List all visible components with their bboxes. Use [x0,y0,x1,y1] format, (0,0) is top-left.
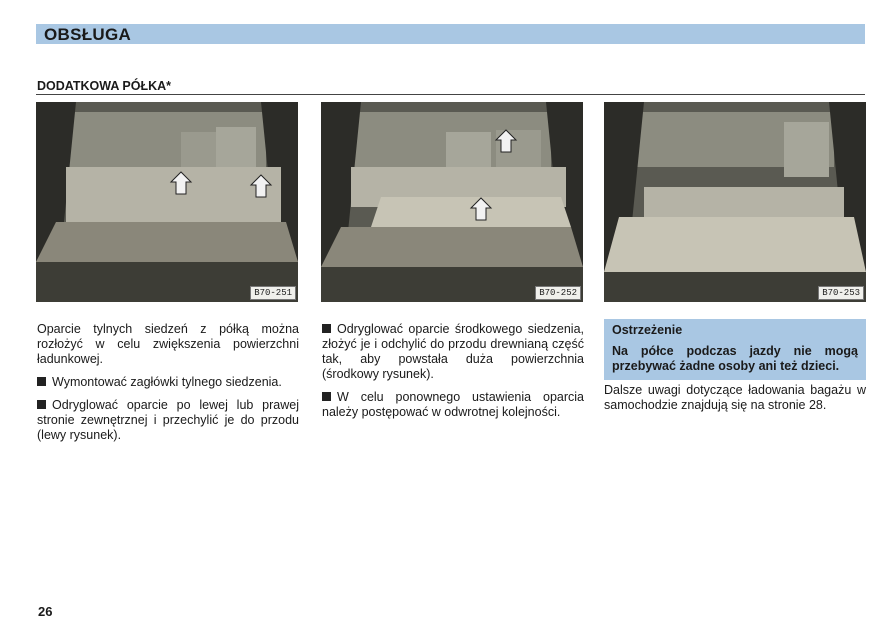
step-paragraph [322,390,584,420]
page-number: 26 [38,604,53,619]
text-column-right [604,319,866,421]
page-header-title: OBSŁUGA [44,25,132,44]
bullet-square-icon [37,377,46,386]
photo-middle [321,102,583,302]
photo-middle-illustration [321,102,583,302]
section-title: DODATKOWA PÓŁKA* [37,79,172,93]
photo-right-code: B70-253 [818,286,864,300]
step-paragraph [37,375,299,390]
warning-text: Na półce podczas jazdy nie mogą przebywać żadne osoby ani też dzieci. [612,344,858,373]
photo-right [604,102,866,302]
step-text: Odryglować oparcie środkowego siedzenia, złożyć je i odchylić do przodu drewnianą część tak, aby powstała duża powierzchnia (środkowy rysunek). [322,322,584,381]
step-text: Wymontować zagłówki tylnego siedzenia. [52,375,282,389]
photo-middle-code: B70-252 [535,286,581,300]
text-column-middle [322,322,584,428]
warning-title: Ostrzeżenie [612,323,683,337]
intro-paragraph: Oparcie tylnych siedzeń z półką można rozłożyć w celu zwiększenia powierzchni ładunkowej. [37,322,299,366]
step-paragraph [37,398,299,443]
bullet-square-icon [37,400,46,409]
bullet-square-icon [322,392,331,401]
text-column-left [37,322,299,451]
photo-right-illustration [604,102,866,302]
section-divider [36,94,865,95]
warning-box [604,319,866,380]
step-text: Odryglować oparcie po lewej lub prawej stronie zewnętrznej i przechylić je do przodu (lewy rysunek). [37,398,299,442]
step-text: W celu ponownego ustawienia oparcia należy postępować w odwrotnej kolejności. [322,390,584,419]
step-paragraph [322,322,584,382]
bullet-square-icon [322,324,331,333]
header-bar [36,24,865,44]
photo-left [36,102,298,302]
photo-left-illustration [36,102,298,302]
note-paragraph: Dalsze uwagi dotyczące ładowania bagażu w samochodzie znajdują się na stronie 28. [604,383,866,412]
photo-left-code: B70-251 [250,286,296,300]
